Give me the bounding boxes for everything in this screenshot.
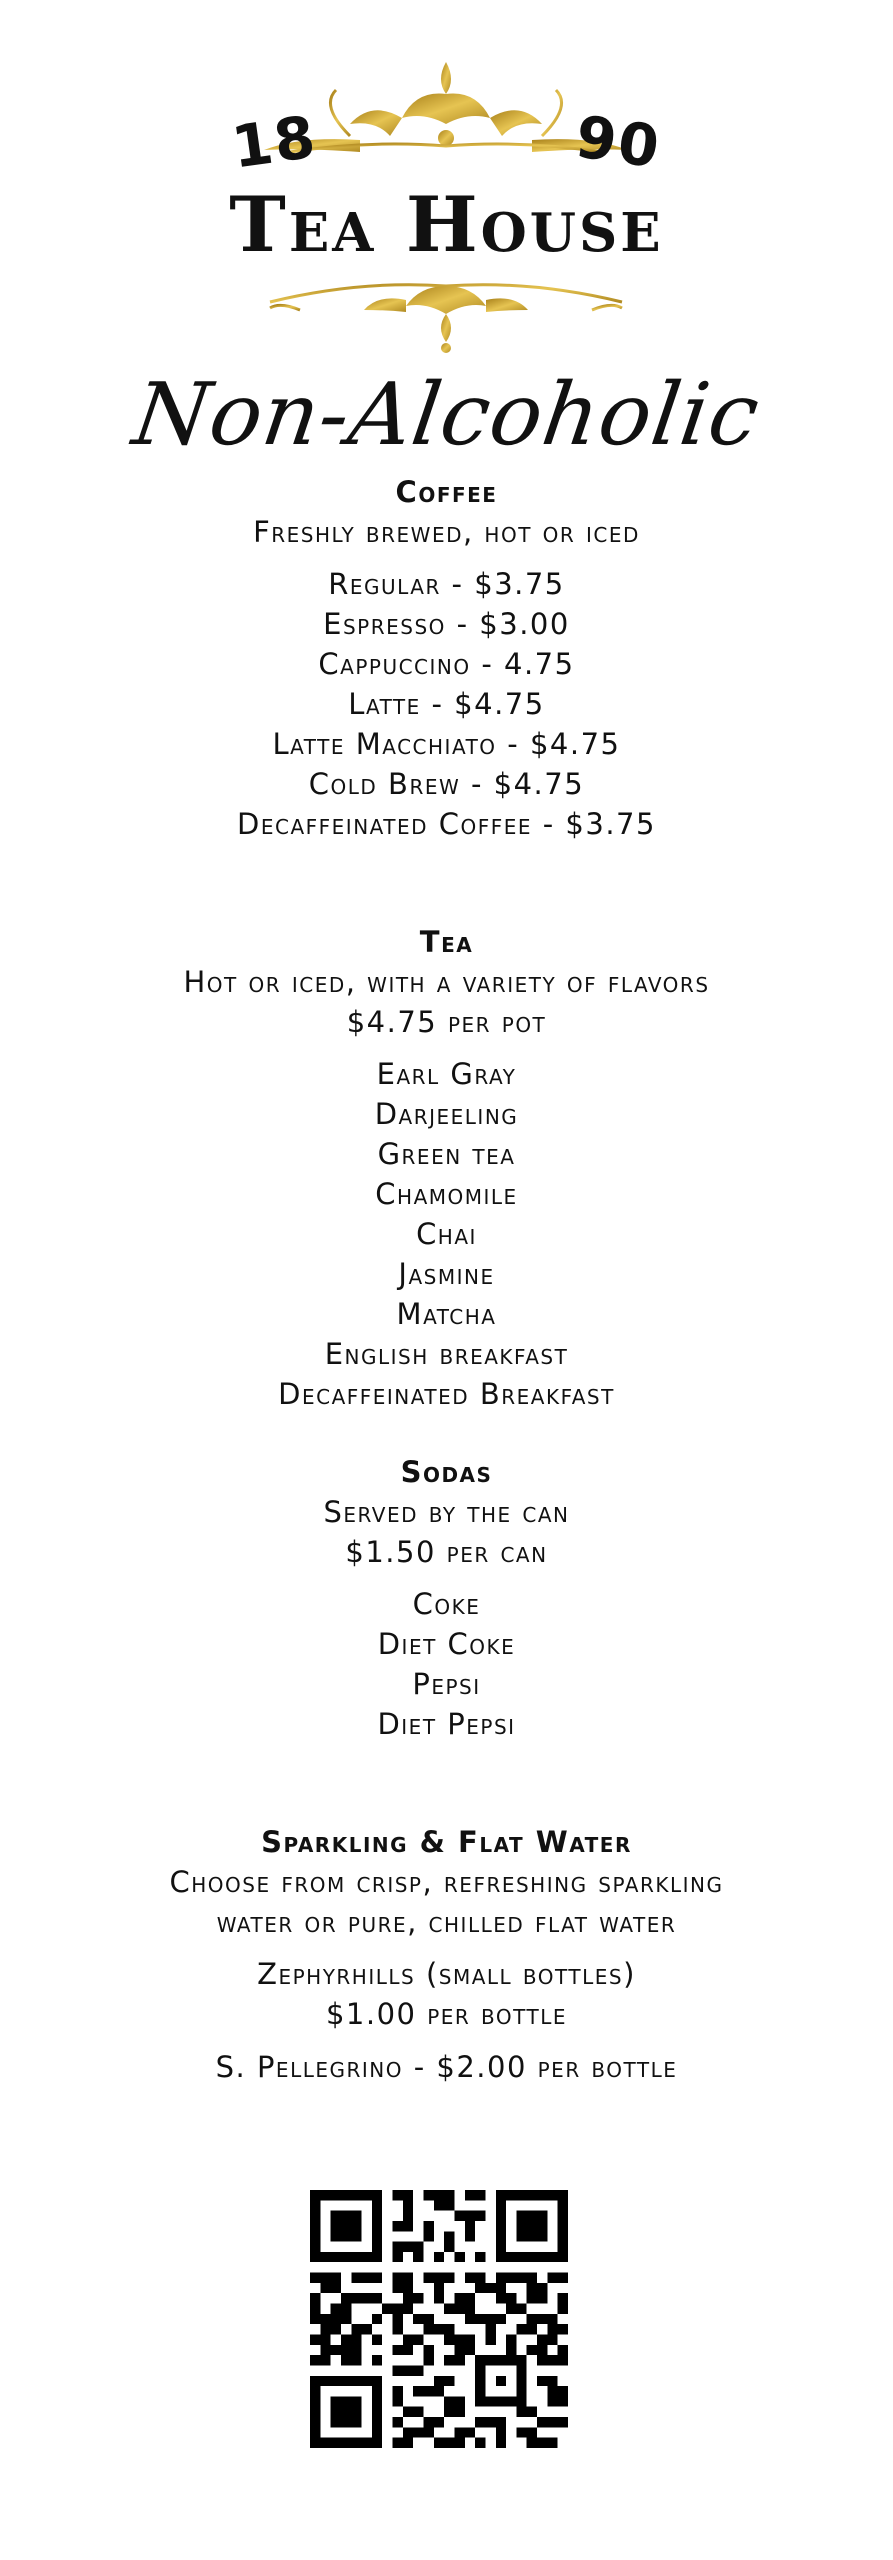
soda-item: Diet Pepsi (377, 1707, 516, 1741)
page-title: Non-Alcoholic (127, 365, 766, 465)
tea-description: Hot or iced, with a variety of flavors (183, 965, 710, 999)
coffee-item: Regular - $3.75 (328, 567, 565, 601)
water-item-zephyrhills-price: $1.00 per bottle (325, 1997, 568, 2031)
water-description-1: Choose from crisp, refreshing sparkling (169, 1865, 724, 1899)
logo-year-left: 18 (227, 102, 322, 182)
sodas-heading: Sodas (400, 1455, 493, 1489)
tea-heading: Tea (419, 925, 474, 959)
coffee-description: Freshly brewed, hot or iced (253, 515, 640, 549)
tea-item: Decaffeinated Breakfast (278, 1377, 615, 1411)
sodas-price: $1.50 per can (345, 1535, 548, 1569)
soda-item: Coke (412, 1587, 481, 1621)
tea-house-logo (0, 40, 893, 360)
sodas-description: Served by the can (323, 1495, 570, 1529)
soda-item: Pepsi (412, 1667, 481, 1701)
qr-code-icon[interactable] (310, 2190, 568, 2448)
logo-year-right: 90 (571, 102, 666, 182)
tea-item: Earl Gray (376, 1057, 517, 1091)
coffee-heading: Coffee (395, 475, 498, 509)
coffee-item: Latte - $4.75 (348, 687, 545, 721)
water-item-zephyrhills: Zephyrhills (small bottles) (257, 1957, 636, 1991)
tea-item: Darjeeling (374, 1097, 519, 1131)
tea-item: Jasmine (398, 1257, 495, 1291)
coffee-item: Cold Brew - $4.75 (308, 767, 585, 801)
tea-item: Matcha (396, 1297, 497, 1331)
coffee-item: Latte Macchiato - $4.75 (272, 727, 621, 761)
tea-item: English breakfast (324, 1337, 569, 1371)
water-heading: Sparkling & Flat Water (261, 1825, 632, 1859)
soda-item: Diet Coke (377, 1627, 516, 1661)
water-item-pellegrino: S. Pellegrino - $2.00 per bottle (215, 2050, 678, 2084)
logo-name (0, 180, 893, 269)
tea-item: Chamomile (375, 1177, 518, 1211)
tea-item: Chai (416, 1217, 477, 1251)
tea-item: Green tea (377, 1137, 516, 1171)
tea-price: $4.75 per pot (346, 1005, 547, 1039)
coffee-item: Espresso - $3.00 (323, 607, 570, 641)
coffee-item: Cappuccino - 4.75 (318, 647, 575, 681)
logo-name-text: Tea House (229, 180, 664, 269)
water-description-2: water or pure, chilled flat water (216, 1905, 677, 1939)
coffee-item: Decaffeinated Coffee - $3.75 (237, 807, 656, 841)
